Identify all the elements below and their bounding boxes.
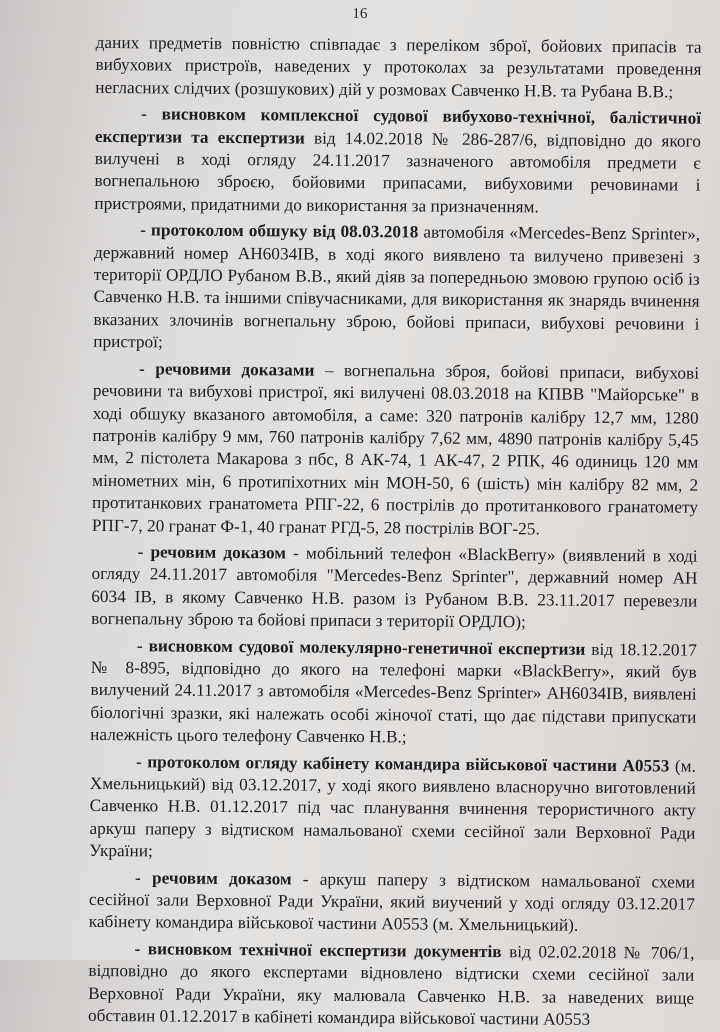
paragraph-search-protocol xyxy=(93,219,700,358)
paragraph-office-inspection xyxy=(89,750,696,867)
paragraph-ballistic-expertise xyxy=(94,103,701,220)
paragraph-text: - аркуш паперу з відтиском намальованої схеми сесійної зали Верховної Ради України, який виучений у ході огляду 03.12.2017 кабінету командира військової частини А0553 (м. Хмельницький). xyxy=(88,869,696,936)
paragraph-lead: - протоколом обшуку від 08.03.2018 xyxy=(140,220,419,242)
paragraph-document-expertise xyxy=(88,938,695,1032)
paragraph-text: – вогнепальна зброя, бойові припаси, вибухові речовини та вибухові пристрої, які вилучені 08.03.2018 на КПВВ "Майорське" в ході обшуку вказаного автомобіля, а саме: 320 патронів калібру 12,7 мм, 1280 патронів калібру 9 мм, 760 патронів калібру 7,62 мм, 4890 патронів калібру 5,45 мм, 2 пістолета Макарова з пбс, 8 АК-74, 1 АК-47, 2 РПК, 46 одиниць 120 мм мінометних мін, 6 протипіхотних мін МОН-50, 6 (шість) мін калібру 82 мм, 2 протитанкових гранатомета РПГ-22, 6 пострілів до протитанкового гранатомету РПГ-7, 20 гранат Ф-1, 40 гранат РГД-5, 28 пострілів ВОГ-25. xyxy=(91,360,700,538)
paragraph-continuation xyxy=(95,32,702,104)
paragraph-material-evidence xyxy=(92,358,699,542)
paragraph-text: від 02.02.2018 № 706/1, відповідно до якого експертами відновлено відтиски схеми сесійної зали Верховної Ради України, яку малювала Савченко Н.В. за наведених вище обставин 01.12.2017 в кабінеті командира військової частини А0553 xyxy=(87,941,695,1029)
paragraph-lead: - висновком комплексної судової вибухово-технічної, балістичної експертизи та експертизи xyxy=(94,104,702,148)
paragraph-paper-evidence xyxy=(89,867,696,939)
paragraph-lead: - протоколом огляду кабінету командира військової частини А0553 xyxy=(135,751,670,776)
paragraph-text: даних предметів повністю співпадає з переліком зброї, бойових припасів та вибухових пристроїв, наведених у протоколах за результатами проведення негласних слідчих (розшукових) дій у розмовах Савченко Н.В. та Рубана В.В.; xyxy=(95,32,702,102)
paragraph-phone-evidence xyxy=(91,541,698,635)
page-number: 16 xyxy=(352,5,368,23)
paragraph-genetic-expertise xyxy=(90,634,697,751)
paragraph-text: автомобіля «Mercedes-Benz Sprinter», державний номер АН6034ІВ, в ході якого виявлено та вилучено привезені з території ОРДЛО Рубаном В.В., який діяв за попередньою змовою групою осіб із Савченко Н.В. та іншими співучасниками, для використання як знарядь вчинення вказаних злочинів вогнепальну зброю, бойові припаси, вибухові речовини і пристрої; xyxy=(93,222,701,352)
paragraph-lead: - висновком судової молекулярно-генетичної експертизи xyxy=(136,635,586,659)
paragraph-lead: - висновком технічної експертизи документів xyxy=(134,939,502,961)
paragraph-lead: - речовим доказом xyxy=(135,867,292,889)
paragraph-text: (м. Хмельницький) від 03.12.2017, у ході якого виявлено власноручно виготовлений Савченко Н.В. 01.12.2017 під час планування вчинення терористичного акту аркуш паперу з відтиском намальованої схеми сесійної зали Верховної Ради України; xyxy=(89,756,697,861)
paragraph-lead: - речовими доказами xyxy=(139,358,315,380)
paragraph-text: від 18.12.2017 № 8-895, відповідно до якого на телефоні марки «BlackBerry», який був вилучений 24.11.2017 з автомобіля «Mercedes-Benz Sprinter» АН6034ІВ, виявлені біологічні зразки, які належать особі жіночої статі, що дає підстави припускати належність цього телефону Савченко Н.В.; xyxy=(90,639,697,747)
paragraph-lead: - речовим доказом xyxy=(137,542,287,563)
paragraph-text: від 14.02.2018 № 286-287/6, відповідно до якого вилучені в ході огляду 24.11.2017 зазначеного автомобіля предмети є вогнепальною зброєю, бойовими припасами, вибуховими речовинами і пристроями, придатними до використання за призначенням. xyxy=(94,128,701,217)
paragraph-text: - мобільний телефон «BlackBerry» (виявлений в ході огляду 24.11.2017 автомобіля "Mercedes-Benz Sprinter", державний номер АН 6034 ІВ, в якому Савченко Н.В. разом із Рубаном В.В. 23.11.2017 перевезли вогнепальну зброю та бойові припаси з території ОРДЛО); xyxy=(91,543,698,632)
